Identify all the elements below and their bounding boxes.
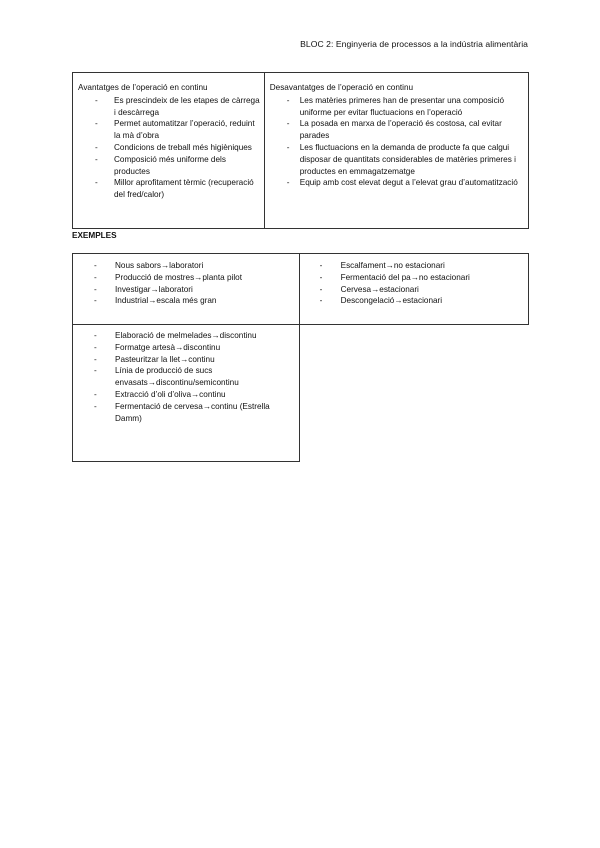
advantages-heading: Avantatges de l’operació en continu [78, 83, 208, 92]
list-item: - Es prescindeix de les etapes de càrrega i descàrrega [78, 95, 260, 119]
list-item: - Industrial→escala més gran [73, 295, 299, 307]
list-item: - Escalfament→no estacionari [300, 260, 528, 272]
list-item: - Extracció d’oli d’oliva→continu [73, 389, 299, 401]
page-header: BLOC 2: Enginyeria de processos a la indústria alimentària [300, 39, 528, 49]
disadvantages-cell [264, 73, 528, 229]
list-item: - Condicions de treball més higièniques [78, 142, 260, 154]
examples-table [72, 253, 529, 462]
continuity-examples-list [73, 330, 299, 424]
operation-comparison-table [72, 72, 529, 229]
scale-examples-list [73, 260, 299, 307]
list-item: - Línia de producció de sucs envasats→discontinu/semicontinu [73, 365, 299, 389]
list-item: - Fermentació del pa→no estacionari [300, 272, 528, 284]
list-item: - Investigar→laboratori [73, 284, 299, 296]
scale-examples-cell [73, 254, 300, 325]
stationary-examples-list [300, 260, 528, 307]
continuity-examples-cell [73, 325, 300, 462]
disadvantages-heading: Desavantatges de l’operació en continu [269, 83, 414, 92]
list-item: - Elaboració de melmelades→discontinu [73, 330, 299, 342]
stationary-examples-cell [299, 254, 528, 325]
list-item: - Les fluctuacions en la demanda de producte fa que calgui disposar de quantitats considerables de matèries primeres i productes en emmagatzematge [270, 142, 524, 177]
advantages-list [78, 95, 260, 201]
list-item: - Permet automatitzar l’operació, reduint la mà d’obra [78, 118, 260, 142]
list-item: - Nous sabors→laboratori [73, 260, 299, 272]
list-item: - Cervesa→estacionari [300, 284, 528, 296]
list-item: - La posada en marxa de l’operació és costosa, cal evitar parades [270, 118, 524, 142]
list-item: - Millor aprofitament tèrmic (recuperació del fred/calor) [78, 177, 260, 201]
disadvantages-list [270, 95, 524, 189]
list-item: - Les matèries primeres han de presentar una composició uniforme per evitar fluctuacions en l’operació [270, 95, 524, 119]
list-item: - Composició més uniforme dels productes [78, 154, 260, 178]
list-item: - Descongelació→estacionari [300, 295, 528, 307]
empty-cell [299, 325, 528, 462]
list-item: - Formatge artesà→discontinu [73, 342, 299, 354]
examples-heading: EXEMPLES [72, 231, 117, 240]
advantages-cell [73, 73, 265, 229]
list-item: - Pasteuritzar la llet→continu [73, 354, 299, 366]
list-item: - Fermentació de cervesa→continu (Estrella Damm) [73, 401, 299, 425]
list-item: - Producció de mostres→planta pilot [73, 272, 299, 284]
list-item: - Equip amb cost elevat degut a l’elevat grau d’automatització [270, 177, 524, 189]
